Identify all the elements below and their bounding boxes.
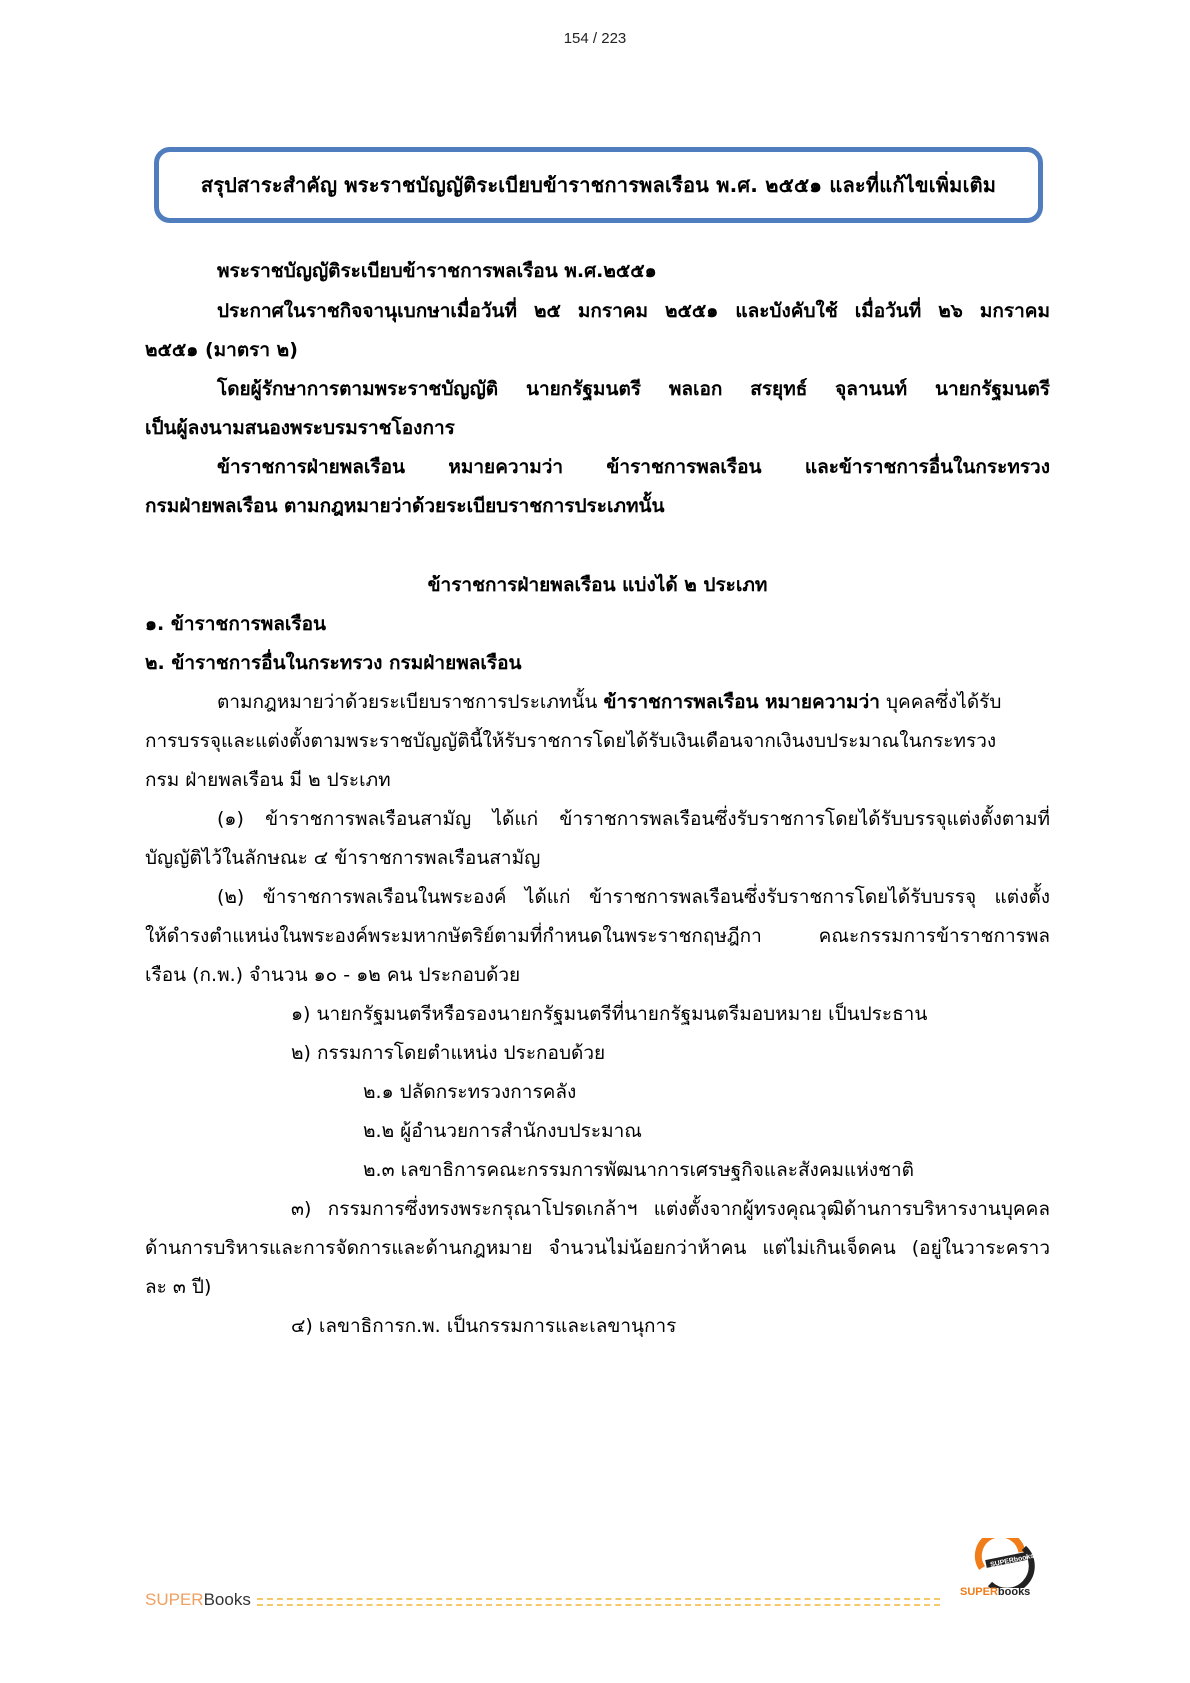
logo-ring-text: SUPERbooks <box>989 1552 1035 1569</box>
paragraph-1-line-3: กรม ฝ่ายพลเรือน มี ๒ ประเภท <box>145 769 391 791</box>
type-item-1: ๑. ข้าราชการพลเรือน <box>145 613 326 635</box>
title-box <box>154 147 1043 223</box>
superbooks-logo <box>960 1538 1060 1618</box>
definition-line-2: กรมฝ่ายพลเรือน ตามกฎหมายว่าด้วยระเบียบราชการประเภทนั้น <box>145 495 665 517</box>
paragraph-3-line-2: ให้ดำรงตำแหน่งในพระองค์พระมหากษัตริย์ตามที่กำหนดในพระราชกฤษฎีกา คณะกรรมการข้าราชการพล <box>145 925 1050 947</box>
announce-line-2: ๒๕๕๑ (มาตรา ๒) <box>145 339 298 361</box>
logo-books: books <box>997 1586 1031 1598</box>
committee-sub-2: ๒.๒ ผู้อำนวยการสำนักงบประมาณ <box>363 1120 642 1142</box>
committee-item-3-line-2: ด้านการบริหารและการจัดการและด้านกฎหมาย จำนวนไม่น้อยกว่าห้าคน แต่ไม่เกินเจ็ดคน (อยู่ในวาระคราว <box>145 1237 1050 1259</box>
paragraph-2-line-2: บัญญัติไว้ในลักษณะ ๔ ข้าราชการพลเรือนสามัญ <box>145 847 541 869</box>
type-item-2: ๒. ข้าราชการอื่นในกระทรวง กรมฝ่ายพลเรือน <box>145 652 522 674</box>
p1-prefix: ตามกฎหมายว่าด้วยระเบียบราชการประเภทนั้น <box>217 691 604 713</box>
footer-dashed-rule <box>257 1598 940 1606</box>
paragraph-2-line-1: (๑) ข้าราชการพลเรือนสามัญ ได้แก่ ข้าราชการพลเรือนซึ่งรับราชการโดยได้รับบรรจุแต่งตั้งตามที่ <box>217 808 1050 830</box>
p1-suffix: บุคคลซึ่งได้รับ <box>879 691 1002 713</box>
logo-wordmark <box>960 1586 1030 1598</box>
committee-item-3-line-1: ๓) กรรมการซึ่งทรงพระกรุณาโปรดเกล้าฯ แต่งตั้งจากผู้ทรงคุณวุฒิด้านการบริหารงานบุคคล <box>291 1198 1050 1220</box>
paragraph-1-line-2: การบรรจุและแต่งตั้งตามพระราชบัญญัตินี้ให้รับราชการโดยได้รับเงินเดือนจากเงินงบประมาณในกระทรวง <box>145 730 997 752</box>
page-indicator: 154 / 223 <box>563 30 627 47</box>
p1-bold-term: ข้าราชการพลเรือน หมายความว่า <box>603 691 880 713</box>
logo-super: SUPER <box>960 1586 998 1598</box>
signer-line-2: เป็นผู้ลงนามสนองพระบรมราชโองการ <box>145 417 455 439</box>
committee-item-3-line-3: ละ ๓ ปี) <box>145 1276 212 1298</box>
signer-line-1: โดยผู้รักษาการตามพระราชบัญญัติ นายกรัฐมนตรี พลเอก สรยุทธ์ จุลานนท์ นายกรัฐมนตรี <box>217 378 1050 400</box>
document-title: สรุปสาระสำคัญ พระราชบัญญัติระเบียบข้าราชการพลเรือน พ.ศ. ๒๕๕๑ และที่แก้ไขเพิ่มเติม <box>200 173 997 197</box>
committee-item-4: ๔) เลขาธิการก.พ. เป็นกรรมการและเลขานุการ <box>291 1315 677 1337</box>
paragraph-3-line-1: (๒) ข้าราชการพลเรือนในพระองค์ ได้แก่ ข้าราชการพลเรือนซึ่งรับราชการโดยได้รับบรรจุ แต่งตั้ง <box>217 886 1050 908</box>
footer-brand-super: SUPER <box>145 1590 204 1609</box>
announce-line-1: ประกาศในราชกิจจานุเบกษาเมื่อวันที่ ๒๕ มกราคม ๒๕๕๑ และบังคับใช้ เมื่อวันที่ ๒๖ มกราคม <box>217 300 1050 322</box>
committee-item-2: ๒) กรรมการโดยตำแหน่ง ประกอบด้วย <box>291 1042 606 1064</box>
committee-sub-1: ๒.๑ ปลัดกระทรวงการคลัง <box>363 1081 577 1103</box>
footer <box>145 1580 1050 1620</box>
logo-swirl-icon <box>960 1538 1060 1588</box>
act-name: พระราชบัญญัติระเบียบข้าราชการพลเรือน พ.ศ.๒๕๕๑ <box>217 260 657 282</box>
paragraph-3-line-3: เรือน (ก.พ.) จำนวน ๑๐ - ๑๒ คน ประกอบด้วย <box>145 964 521 986</box>
footer-brand-books: Books <box>203 1590 251 1609</box>
committee-item-1: ๑) นายกรัฐมนตรีหรือรองนายกรัฐมนตรีที่นายกรัฐมนตรีมอบหมาย เป็นประธาน <box>291 1003 928 1025</box>
paragraph-1-line-1 <box>145 681 1050 723</box>
section-heading: ข้าราชการฝ่ายพลเรือน แบ่งได้ ๒ ประเภท <box>427 574 768 596</box>
definition-line-1: ข้าราชการฝ่ายพลเรือน หมายความว่า ข้าราชการพลเรือน และข้าราชการอื่นในกระทรวง <box>217 456 1050 478</box>
committee-sub-3: ๒.๓ เลขาธิการคณะกรรมการพัฒนาการเศรษฐกิจและสังคมแห่งชาติ <box>363 1159 914 1181</box>
